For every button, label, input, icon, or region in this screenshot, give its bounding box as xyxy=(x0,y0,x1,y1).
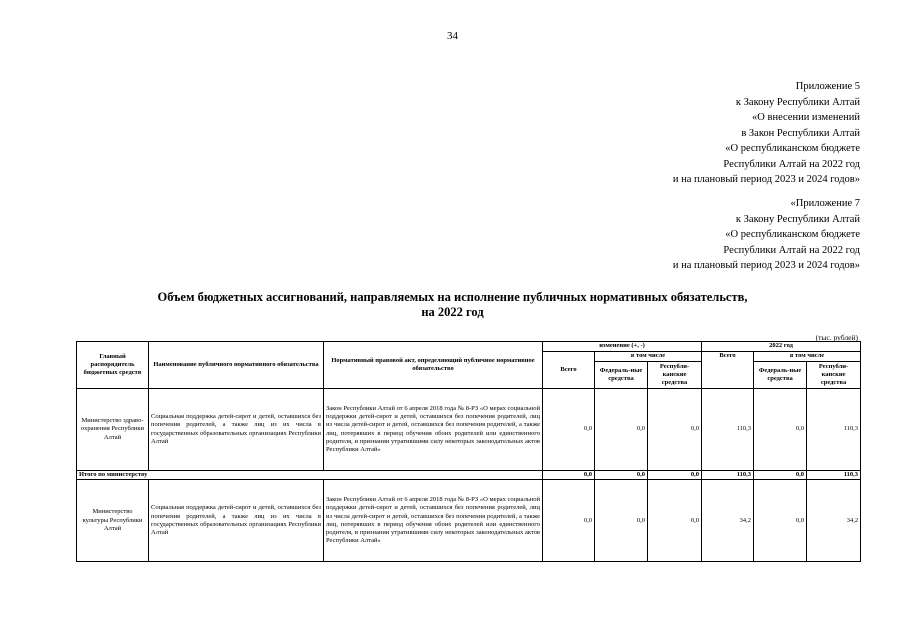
subtotal-row xyxy=(77,471,861,480)
header-change-group: изменение (+, -) xyxy=(543,342,702,352)
header-change-including: в том числе xyxy=(595,352,702,362)
appendix-5-line: «О республиканском бюджете xyxy=(725,143,860,154)
header-row-1 xyxy=(77,342,861,352)
appendix-5-line: Республики Алтай на 2022 год xyxy=(723,158,860,170)
appendix-7-line: «Приложение 7 xyxy=(790,198,860,209)
cell-obligation: Социальная поддержка детей-сирот и детей, оставшихся без попечения родителей, а также лиц из их числа в государственных образовательных организациях Республики Алтай xyxy=(149,389,324,471)
page-number: 34 xyxy=(447,30,458,42)
cell-legal-act: Закон Республики Алтай от 6 апреля 2018 года № 8-РЗ «О мерах социальной поддержки детей-сирот и детей, оставшихся без попечения родителей, лиц из числа детей-сирот и детей, оставшихся без попечения родителей, а также лиц, потерявших в период обучения обоих родителей или единственного родителя, и признании утратившими силу некоторых законодательных актов Республики Алтай» xyxy=(324,480,543,562)
subtotal-year-republican: 110,3 xyxy=(807,471,861,480)
cell-change-federal: 0,0 xyxy=(595,389,648,471)
appendix-5-line: к Закону Республики Алтай xyxy=(735,96,860,108)
cell-distributor: Министерство здраво-охранения Республики Алтай xyxy=(77,389,149,471)
cell-legal-act: Закон Республики Алтай от 6 апреля 2018 года № 8-РЗ «О мерах социальной поддержки детей-сирот и детей, оставшихся без попечения родителей, лиц из числа детей-сирот и детей, оставшихся без попечения родителей, а также лиц, потерявших в период обучения обоих родителей или единственного родителя, и признании утратившими силу некоторых законодательных актов Республики Алтай» xyxy=(324,389,543,471)
appendix-5-line: Приложение 5 xyxy=(795,81,860,92)
subtotal-year-federal: 0,0 xyxy=(754,471,807,480)
document-title-line-1: Объем бюджетных ассигнований, направляемых на исполнение публичных нормативных обязательств, xyxy=(157,290,748,304)
cell-year-federal: 0,0 xyxy=(754,480,807,562)
cell-change-federal: 0,0 xyxy=(595,480,648,562)
subtotal-change-republican: 0,0 xyxy=(648,471,702,480)
units-note: (тыс. рублей) xyxy=(815,333,858,342)
appendix-5-line: и на плановый период 2023 и 2024 годов» xyxy=(672,174,860,185)
cell-change-total: 0,0 xyxy=(543,480,595,562)
appendix-7-line: Республики Алтай на 2022 год xyxy=(723,244,860,256)
header-obligation-name: Наименование публичного нормативного обязательства xyxy=(149,342,324,389)
header-year-group: 2022 год xyxy=(702,342,861,352)
header-year-total: Всего xyxy=(702,352,754,389)
subtotal-year-total: 110,3 xyxy=(702,471,754,480)
header-distributor: Главный распорядитель бюджетных средств xyxy=(77,342,149,389)
appendix-7-caption xyxy=(673,196,860,274)
header-change-federal: Федераль-ные средства xyxy=(595,362,648,389)
header-change-total: Всего xyxy=(543,352,595,389)
appendix-5-line: в Закон Республики Алтай xyxy=(741,127,860,139)
table-row xyxy=(77,480,861,562)
cell-change-republican: 0,0 xyxy=(648,480,702,562)
document-title-line-2: на 2022 год xyxy=(421,305,484,319)
header-year-federal: Федераль-ные средства xyxy=(754,362,807,389)
budget-table xyxy=(76,341,861,562)
cell-year-total: 34,2 xyxy=(702,480,754,562)
document-title xyxy=(80,290,825,320)
cell-year-federal: 0,0 xyxy=(754,389,807,471)
subtotal-label: Итого по министерству xyxy=(77,471,543,480)
cell-change-total: 0,0 xyxy=(543,389,595,471)
appendix-7-line: к Закону Республики Алтай xyxy=(735,213,860,225)
cell-distributor: Министерство культуры Республики Алтай xyxy=(77,480,149,562)
subtotal-change-total: 0,0 xyxy=(543,471,595,480)
cell-obligation: Социальная поддержка детей-сирот и детей, оставшихся без попечения родителей, а также лиц из их числа в государственных образовательных организациях Республики Алтай xyxy=(149,480,324,562)
cell-year-total: 110,3 xyxy=(702,389,754,471)
appendix-7-line: и на плановый период 2023 и 2024 годов» xyxy=(672,260,860,271)
cell-year-republican: 110,3 xyxy=(807,389,861,471)
header-year-republican: Республи-канские средства xyxy=(807,362,861,389)
table-row xyxy=(77,389,861,471)
header-year-including: в том числе xyxy=(754,352,861,362)
subtotal-change-federal: 0,0 xyxy=(595,471,648,480)
cell-year-republican: 34,2 xyxy=(807,480,861,562)
appendix-5-caption xyxy=(673,79,860,188)
header-change-republican: Республи-канские средства xyxy=(648,362,702,389)
header-legal-act: Нормативный правовой акт, определяющий публичное нормативное обязательство xyxy=(324,342,543,389)
appendix-5-line: «О внесении изменений xyxy=(752,112,860,123)
appendix-7-line: «О республиканском бюджете xyxy=(725,229,860,240)
cell-change-republican: 0,0 xyxy=(648,389,702,471)
